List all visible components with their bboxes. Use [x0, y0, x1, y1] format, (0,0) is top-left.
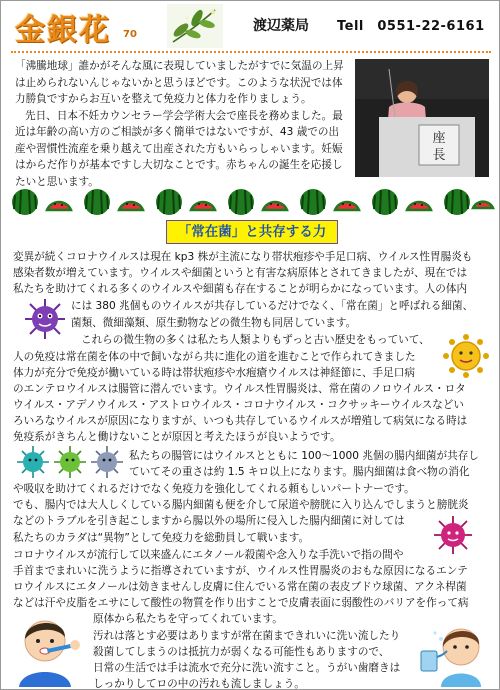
- watermelon-icon: [156, 189, 182, 215]
- article-line: 原体から私たちを守ってくれています。: [93, 613, 283, 625]
- article-line: や吸収を助けてくれるだけでなく免疫力を強化してくれる頼もしいパートナーです。: [13, 483, 415, 495]
- article-line: しっかりしてロの中の汚れも流しましょう。: [93, 678, 305, 690]
- chairperson-photo: [355, 59, 489, 177]
- issue-number: 70: [123, 29, 137, 40]
- watermelon-icon: [372, 189, 398, 215]
- article-line: などは汗や皮脂をエサにして酸性の物質を作り出すことで皮膚表面に弱酸性のバリアを作って病: [13, 597, 469, 609]
- article-line: 菌類、微細藻類、原生動物などの微生物も同居しています。: [71, 317, 357, 329]
- intro-text: [15, 58, 349, 190]
- telephone: Tell 0551-22-6161: [337, 19, 485, 34]
- photo-scene: [355, 59, 489, 177]
- article-line: 手首までまれいに洗うように指導されていますが、ウイルス性胃腸炎のおもな原因になるエンテ: [13, 565, 468, 577]
- watermelon-icon: [407, 202, 431, 210]
- article-line: 私たちのカラダは“異物”として免疫力を総動員して戦います。: [13, 532, 310, 544]
- article-line: ウイルス・アデノウイルス・アストロウイルス・コロナウイルス・コクサッキーウイルスなどい: [13, 399, 464, 411]
- watermelon-icon: [12, 189, 38, 215]
- article-line: これらの微生物の多くは私たち人類よりもずっと古い歴史をもっていて、: [81, 334, 430, 346]
- header-divider: [11, 51, 491, 53]
- magenta-germ-icon: [433, 515, 473, 555]
- newsletter-title: 金銀花: [15, 13, 111, 48]
- intro-paragraph-2: 先日、日本不妊カウンセラー学会学術大会で座長を務めました。最近は年齢の高い方のご相談が多く簡単ではないですが、43 歳での出産や習慣性流産を乗り越えて出産された方もいらっしゃいます。妊娠はからだ作りが基本ですし大切なことです。赤ちゃんの誕生を応援したいと思います。: [15, 109, 343, 188]
- watermelon-icon: [335, 202, 359, 210]
- article-line: 日常の生活では手は流水で充分に洗い流すこと。うがい歯磨きは: [93, 662, 401, 674]
- boy-brushing-teeth-icon: [9, 613, 91, 687]
- article-line: 人の免疫は常在菌を体の中で飼いながら共に進化の道を進むことで作られてきました: [13, 351, 416, 363]
- teal-germ: [17, 446, 49, 478]
- green-germ: [54, 446, 86, 478]
- watermelon-icon: [444, 189, 470, 215]
- article-line: 感染者数が増えています。ウイルスや細菌というと有害な病原体とされてきましたが、現在では: [13, 267, 468, 279]
- article-line: 私たちを助けてくれる多くのウイルスや細菌も存在することが明らかになっています。人の体内: [13, 283, 468, 295]
- watermelon-icon: [47, 202, 71, 210]
- article-line: でも、腸内では大人しくしている腸内細菌も便を介して尿道や膀胱に入り込んでしまうと膀胱炎: [13, 499, 469, 511]
- article-line: 汚れは落とす必要はありますが常在菌まできれいに洗い流したり: [93, 630, 401, 642]
- photo-sign-line-1: 座: [432, 131, 446, 146]
- yellow-sun-germ-icon: [443, 334, 489, 378]
- article-line: などのトラブルを引き起こしますから腸以外の場所に侵入した腸内細菌に対しては: [13, 515, 405, 527]
- article-line: ろいろなウイルスが原因になりますが、いつも共存しているウイルスが増殖して病気になる時は: [13, 415, 468, 427]
- article-line: のエンテロウイルスは腸管に潜んでいます。ウイルス性胃腸炎は、常在菌のノロウイルス・ロタ: [13, 383, 466, 395]
- article-line: 私たちの腸管にはウイルスとともに 100～1000 兆個の腸内細菌が共存し: [129, 450, 479, 462]
- article-line: ていてその重さは約 1.5 キロ以上になります。腸内細菌は食べ物の消化: [129, 466, 470, 478]
- watermelon-border: [7, 187, 495, 217]
- article-line: コロナウイルスが流行して以来盛んにエタノール殺菌や念入りな手洗いで指の間や: [13, 549, 404, 561]
- article-line: 体力が充分で免疫が働いている時は帯状疱疹や水疱瘡ウイルスは神経節に、手足口病: [13, 367, 415, 379]
- article-line: 免疫系がきちんと働けないことが原因と考えたほうが良いようです。: [13, 431, 341, 443]
- article-line: 殺菌してしまうのは抵抗力が弱くなる可能性もありますので、: [93, 646, 390, 658]
- article-line: ロウイルスにエタノールは効きませんし皮膚に住んでいる常在菌の表皮ブドウ球菌、アクネ桿菌: [13, 581, 467, 593]
- purple-germ-icon: [21, 297, 69, 341]
- article-heading: 「常在菌」と共存する力: [166, 220, 338, 244]
- watermelon-icon: [84, 189, 110, 215]
- watermelon-icon: [191, 202, 215, 210]
- article-line: 変異が続くコロナウイルスは現在 kp3 株が主流になり帯状疱疹や手足口病、ウイルス性胃腸炎も: [13, 251, 473, 263]
- header: [1, 1, 500, 53]
- watermelon-icon: [119, 202, 143, 210]
- gray-germ: [91, 446, 123, 478]
- article-line: には 380 兆個ものウイルスが共存しているだけでなく、「常在菌」と呼ばれる細菌、: [71, 300, 474, 312]
- leaf-logo-icon: [167, 4, 223, 48]
- watermelon-icon: [228, 189, 254, 215]
- watermelon-icon: [473, 202, 493, 208]
- germ-cluster-icon: [15, 444, 125, 480]
- watermelon-icon: [300, 189, 326, 215]
- photo-sign-line-2: 長: [432, 148, 446, 163]
- intro-paragraph-1: 「沸騰地球」誰かがそんな風に表現していましたがすでに気温の上昇は止められないんじゃないかと思うほどです。このような状況では体力勝負ですからお互いを整えて免疫力と体力を作りましょう。: [15, 60, 344, 105]
- watermelon-icon: [263, 202, 287, 210]
- pharmacy-name: 渡辺薬局: [253, 18, 309, 34]
- girl-gargling-icon: [419, 617, 493, 687]
